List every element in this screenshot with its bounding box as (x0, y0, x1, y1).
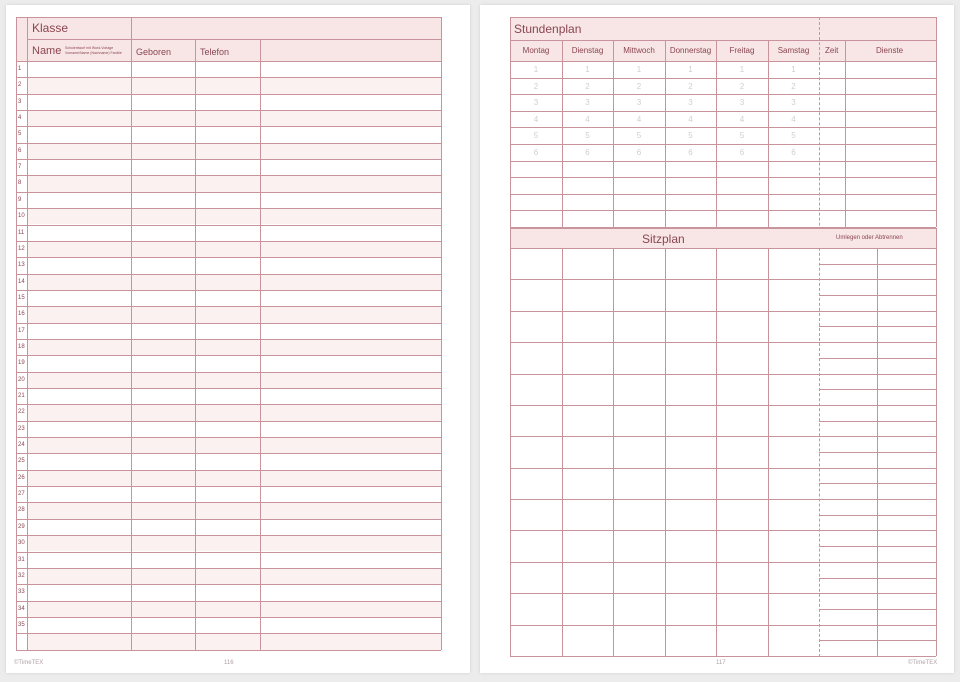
day-header: Donnerstag (669, 46, 712, 55)
period-number: 1 (585, 65, 590, 74)
fold-section-divider (877, 248, 878, 656)
day-header: Dienstag (571, 46, 604, 55)
phone-column-divider (260, 39, 261, 650)
row-line (16, 208, 441, 209)
row-number: 2 (18, 82, 22, 89)
period-number: 4 (739, 114, 745, 124)
row-number: 15 (18, 294, 25, 301)
period-row-line (510, 127, 936, 128)
number-column-divider (27, 17, 28, 650)
duties-column-header: Dienste (876, 46, 904, 55)
phone-column-header: Telefon (200, 47, 230, 57)
row-number: 4 (18, 115, 22, 122)
row-number: 26 (18, 474, 25, 481)
row-line (16, 159, 441, 160)
row-number: 25 (18, 458, 25, 465)
row-line (16, 453, 441, 454)
day-header: Montag (522, 46, 550, 55)
seating-right-border (936, 228, 937, 656)
row-number: 33 (18, 589, 25, 596)
table-right-border (441, 17, 442, 650)
row-band (27, 437, 441, 453)
row-line (16, 568, 441, 569)
row-number: 8 (18, 180, 22, 187)
row-line (16, 306, 441, 307)
row-band (27, 633, 441, 649)
seating-column-divider (562, 248, 563, 656)
period-row-line (510, 210, 936, 211)
row-line (16, 225, 441, 226)
row-number: 17 (18, 327, 25, 334)
row-line (16, 175, 441, 176)
row-number: 12 (18, 245, 25, 252)
row-line (16, 274, 441, 275)
row-line (16, 372, 441, 373)
timetable-right-border (936, 17, 937, 227)
period-number: 4 (636, 114, 642, 124)
row-number: 20 (18, 376, 25, 383)
row-band (27, 77, 441, 93)
period-number: 3 (533, 98, 539, 108)
period-number: 3 (739, 98, 745, 108)
row-number: 1 (18, 66, 22, 72)
row-line (16, 601, 441, 602)
period-number: 1 (739, 65, 745, 74)
time-column-divider (845, 40, 846, 227)
row-number: 16 (18, 311, 25, 318)
row-line (16, 355, 441, 356)
class-title: Klasse (32, 21, 69, 35)
period-number: 4 (688, 114, 693, 124)
period-number: 2 (791, 81, 796, 91)
row-number: 9 (18, 196, 22, 203)
row-number: 3 (18, 98, 22, 105)
timetable-title-divider (510, 40, 936, 41)
row-line (16, 110, 441, 111)
period-row-line (510, 194, 936, 195)
left-page (6, 5, 470, 673)
seating-column-divider (665, 248, 666, 656)
row-line (16, 290, 441, 291)
page-number: 116 (224, 660, 234, 666)
period-row-line (510, 111, 936, 112)
row-line (16, 633, 441, 634)
day-header: Samstag (777, 46, 810, 55)
period-number: 4 (791, 114, 796, 124)
fold-or-detach-hint: Umlegen oder Abtrennen (836, 235, 903, 241)
row-line (16, 519, 441, 520)
period-number: 6 (688, 148, 693, 157)
name-hint-line-2: Vorname/Name (Nachname) Familie (65, 51, 122, 55)
row-number: 35 (18, 621, 25, 628)
seating-column-divider (613, 248, 614, 656)
row-band (27, 306, 441, 322)
row-line (16, 535, 441, 536)
period-number: 6 (739, 148, 745, 157)
row-number: 29 (18, 523, 25, 530)
born-column-header: Geboren (136, 47, 172, 57)
row-line (16, 257, 441, 258)
row-band (27, 339, 441, 355)
row-number: 30 (18, 540, 25, 547)
page-number: 117 (716, 660, 726, 666)
period-number: 4 (533, 114, 539, 124)
row-number: 13 (18, 262, 25, 269)
row-number: 18 (18, 343, 25, 350)
period-row-line (510, 78, 936, 79)
period-number: 2 (688, 81, 693, 91)
period-row-line (510, 177, 936, 178)
row-band (27, 470, 441, 486)
period-number: 2 (585, 81, 590, 91)
period-number: 3 (688, 98, 693, 108)
row-number: 10 (18, 213, 25, 220)
row-number: 23 (18, 425, 25, 432)
row-line (16, 241, 441, 242)
row-line (16, 470, 441, 471)
period-row-line (510, 61, 936, 62)
row-band (27, 372, 441, 388)
row-number: 31 (18, 556, 25, 563)
table-top-border (16, 17, 441, 18)
row-number: 27 (18, 491, 25, 498)
period-number: 5 (585, 131, 590, 141)
period-row-line (510, 94, 936, 95)
period-row-line (510, 161, 936, 162)
row-number: 6 (18, 147, 22, 154)
name-column-divider (131, 17, 132, 650)
row-number: 34 (18, 605, 25, 612)
row-number: 22 (18, 409, 25, 416)
period-number: 5 (533, 131, 539, 141)
period-number: 2 (533, 81, 539, 91)
row-number: 19 (18, 360, 25, 367)
right-page (480, 5, 954, 673)
day-header: Mittwoch (623, 46, 655, 55)
footer-brand: ©TimeTEX (908, 660, 938, 666)
seating-plan-title: Sitzplan (642, 232, 685, 246)
timetable-title: Stundenplan (514, 22, 582, 36)
period-number: 1 (791, 65, 796, 74)
row-line (16, 388, 441, 389)
period-number: 5 (739, 131, 745, 141)
row-number: 7 (18, 164, 22, 171)
period-number: 3 (585, 98, 590, 108)
row-line (16, 77, 441, 78)
fold-section-row-line (819, 656, 936, 657)
period-number: 4 (585, 114, 590, 124)
row-band (27, 535, 441, 551)
row-band (27, 208, 441, 224)
row-band (27, 502, 441, 518)
row-line (16, 421, 441, 422)
name-hint-line-1: Schulentwurf mit Word-Vorlage (65, 46, 114, 50)
row-line (16, 617, 441, 618)
row-line (16, 404, 441, 405)
row-band (27, 568, 441, 584)
table-left-border (16, 17, 17, 650)
period-number: 2 (636, 81, 642, 91)
row-number: 11 (18, 229, 25, 236)
period-number: 1 (533, 65, 539, 74)
period-number: 3 (791, 98, 796, 108)
period-number: 6 (636, 148, 642, 157)
row-line (16, 437, 441, 438)
period-number: 6 (533, 148, 539, 157)
name-column-header: Name (32, 45, 62, 57)
row-number: 21 (18, 393, 25, 399)
seating-left-border (510, 228, 511, 656)
seating-top-border (510, 228, 936, 229)
row-band (27, 143, 441, 159)
period-number: 3 (636, 98, 642, 108)
seating-column-divider (768, 248, 769, 656)
row-line (16, 126, 441, 127)
period-number: 1 (688, 65, 693, 74)
row-band (27, 601, 441, 617)
period-number: 5 (688, 131, 693, 141)
row-line (16, 339, 441, 340)
row-line (16, 584, 441, 585)
row-band (27, 274, 441, 290)
row-band (27, 404, 441, 420)
row-band (27, 175, 441, 191)
seating-column-divider (716, 248, 717, 656)
born-column-divider (195, 39, 196, 650)
row-number: 5 (18, 131, 22, 138)
row-line (16, 323, 441, 324)
row-number: 28 (18, 507, 25, 514)
row-line (16, 61, 441, 62)
period-number: 5 (791, 131, 796, 141)
period-number: 6 (585, 148, 590, 157)
row-line (16, 552, 441, 553)
row-line (16, 143, 441, 144)
period-number: 1 (636, 65, 642, 74)
row-band (27, 110, 441, 126)
row-line (16, 192, 441, 193)
row-line (16, 486, 441, 487)
period-number: 5 (636, 131, 642, 141)
day-header: Freitag (729, 46, 755, 55)
seating-row-line (510, 656, 819, 657)
period-row-line (510, 144, 936, 145)
row-band (27, 241, 441, 257)
row-number: 14 (18, 278, 25, 285)
seating-header-divider (510, 248, 936, 249)
period-number: 2 (739, 81, 745, 91)
footer-brand: ©TimeTEX (14, 660, 44, 666)
row-number: 24 (18, 442, 25, 449)
row-line (16, 650, 441, 651)
row-line (16, 502, 441, 503)
title-divider (27, 39, 441, 40)
period-number: 6 (791, 148, 796, 157)
row-number: 32 (18, 572, 25, 579)
row-line (16, 94, 441, 95)
time-column-header: Zeit (825, 46, 839, 55)
timetable-top-border (510, 17, 936, 18)
